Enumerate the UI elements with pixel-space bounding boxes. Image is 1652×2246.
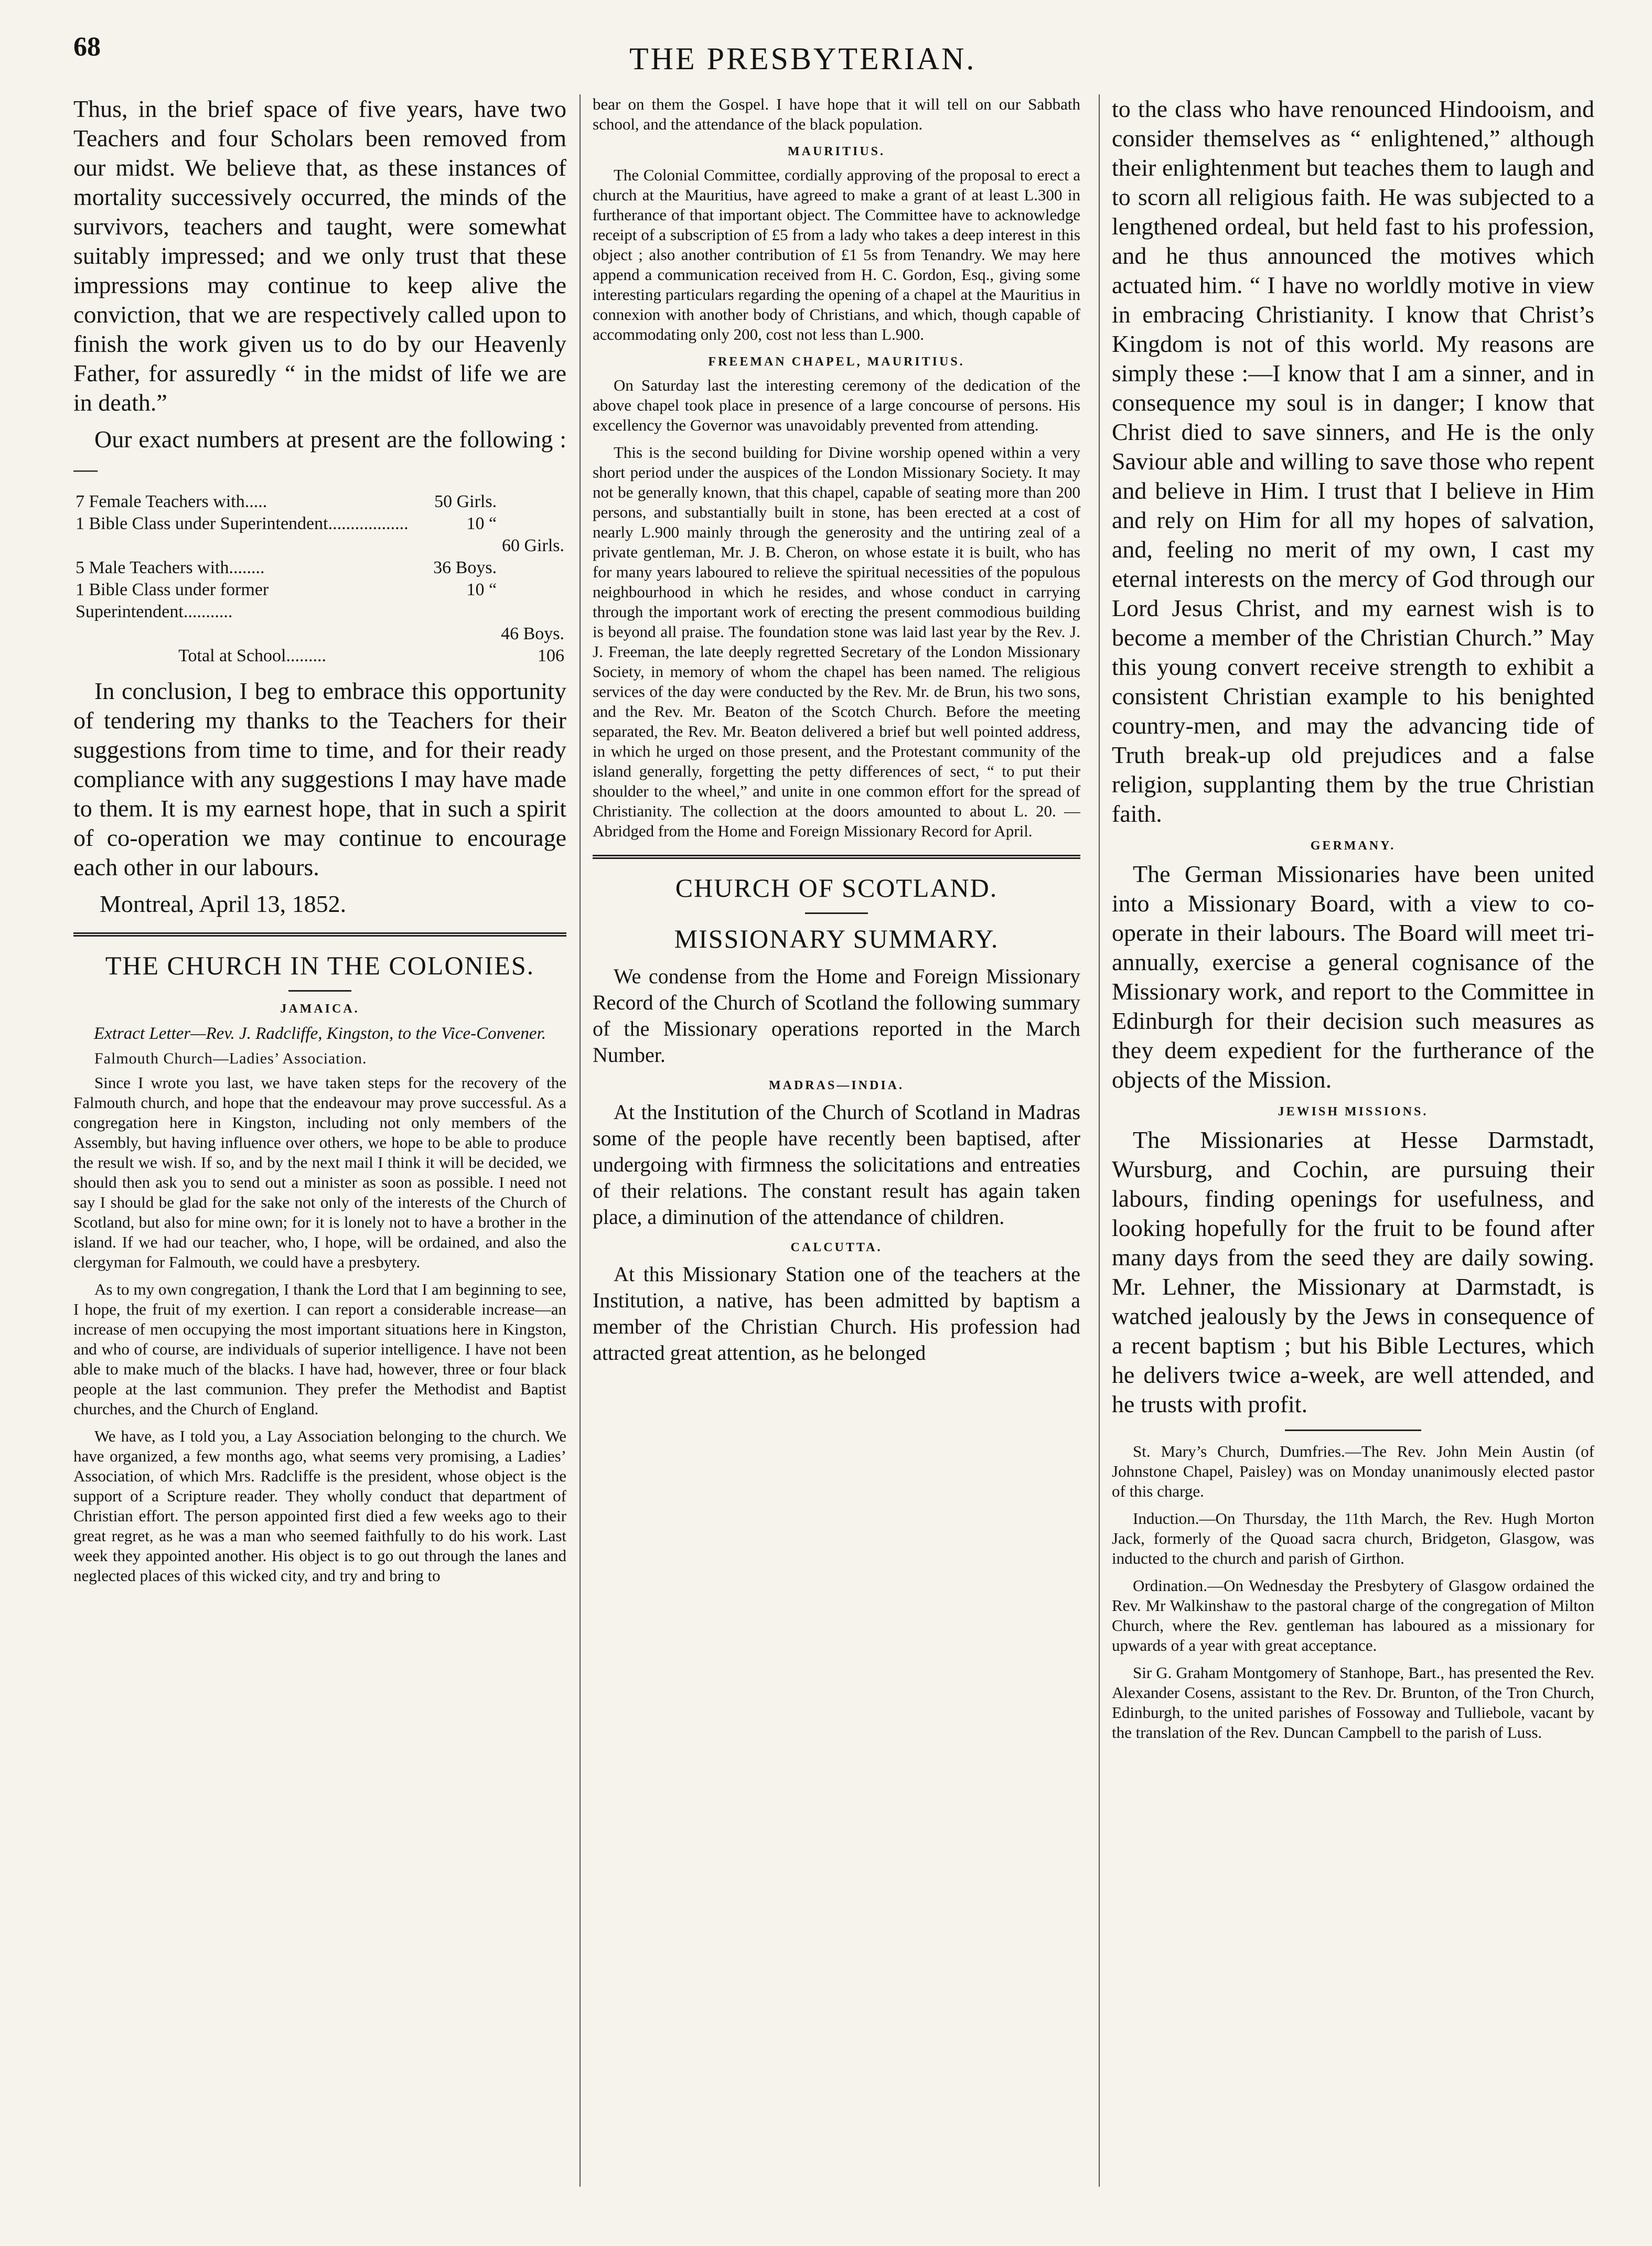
paragraph: The Missionaries at Hesse Darmstadt, Wursburg, and Cochin, are pursuing their labours, finding openings for usefulness, and looking hopefully for the fruit to be found after many days from the seed they are daily sowing. Mr. Lehner, the Missionary at Darmstadt, is watched jealously by the Jews in consequence of a recent baptism ; but his Bible Lectures, which he delivers twice a-week, are well attended, and he trusts with profit.	[1112, 1126, 1594, 1417]
stats-value: 36 Boys.	[433, 558, 497, 577]
section-title: CHURCH OF SCOTLAND.	[675, 873, 998, 902]
section-title: THE CHURCH IN THE COLONIES.	[105, 951, 535, 980]
paragraph: At this Missionary Station one of the teachers at the Institution, a native, has been admitted by baptism a member of the Christian Church. His profession had attracted great attention, as he belonged	[593, 1262, 1080, 1364]
column-right	[1112, 94, 1594, 2192]
section-divider	[73, 932, 566, 937]
subheading: JEWISH MISSIONS.	[1278, 1105, 1429, 1119]
stats-value: 50 Girls.	[434, 492, 497, 511]
subheading: FREEMAN CHAPEL, MAURITIUS.	[708, 355, 965, 369]
paragraph: The Colonial Committee, cordially approving of the proposal to erect a church at the Mauritius, have agreed to make a grant of at least L.300 in furtherance of that important object. The Committee have to acknowledge receipt of a subscription of £5 from a lady who takes a deep interest in this object ; also another contribution of £1 5s from Tenandry. We may here append a communication received from H. C. Gordon, Esq., giving some interesting particulars regarding the opening of a chapel at the Mauritius in connexion with another body of Christians, and which, though capable of accommodating only 200, cost not less than L.900.	[593, 166, 1080, 343]
stats-label: 1 Bible Class under former Superintendent...........	[76, 580, 269, 621]
paragraph: to the class who have renounced Hindooism, and consider themselves as “ enlightened,” although their enlightenment but teaches them to laugh and to scorn all religious faith. He was subjected to a lengthened ordeal, but held fast to his profession, and he thus announced the motives which actuated him. “ I have no worldly motive in view in embracing Christianity. I know that Christ’s Kingdom is not of this world. My reasons are simply these :—I know that I am a sinner, and in consequence my soul is in danger; I know that Christ died to save sinners, and He is the only Saviour able and willing to save those who repent and believe in Him. I trust that I believe in Him and rely on Him for all my hopes of salvation, and, feeling no merit of my own, I cast my eternal interests on the mercy of God through our Lord Jesus Christ, and my earnest wish is to become a member of the Christian Church.” May this young convert receive strength to exhibit a consistent Christian example to his benighted country-men, and may the advancing tide of Truth break-up old prejudices and a false religion, supplanting them by the true Christian faith.	[1112, 95, 1594, 827]
news-item: Sir G. Graham Montgomery of Stanhope, Bart., has presented the Rev. Alexander Cosens, assistant to the Rev. Dr. Brunton, of the Tron Church, Edinburgh, to the united parishes of Fossoway and Tulliebole, vacant by the translation of the Rev. Duncan Campbell to the parish of Luss.	[1112, 1663, 1594, 1742]
stats-subtotal: 60 Girls.	[502, 536, 564, 555]
stats-label: 1 Bible Class under Superintendent..................	[76, 514, 409, 533]
page-number: 68	[73, 32, 101, 62]
column-middle	[593, 94, 1080, 2192]
school-numbers-table	[73, 491, 566, 667]
subheading: JAMAICA.	[280, 1002, 360, 1016]
divider	[805, 912, 868, 914]
paragraph: We have, as I told you, a Lay Association belonging to the church. We have organized, a few months ago, what seems very promising, a Ladies’ Association, of which Mrs. Radcliffe is the president, whose object is the support of a Scripture reader. They wholly conduct that department of Christian effort. The person appointed first died a few weeks ago to their great regret, as he was a man who seemed faithfully to do his work. Last week they appointed another. His object is to go out through the lanes and neglected places of this wicked city, and try and bring to	[73, 1427, 566, 1585]
paragraph: On Saturday last the interesting ceremony of the dedication of the above chapel took place in presence of a large concourse of persons. His excellency the Governor was unavoidably prevented from attending.	[593, 376, 1080, 434]
paragraph: This is the second building for Divine worship opened within a very short period under the auspices of the London Missionary Society. It may not be generally known, that this chapel, capable of seating more than 200 persons, and substantially built in stone, has been erected at a cost of nearly L.900 mainly through the generosity and the untiring zeal of a private gentleman, Mr. J. B. Cheron, on whose estate it is built, who has for many years laboured to relieve the spiritual necessities of the populous neighbourhood in which he resides, and whose conduct in carrying through the important work of erecting the present commodious building is beyond all praise. The foundation stone was laid last year by the Rev. J. J. Freeman, the late deeply regretted Secretary of the London Missionary Society, in memory of whom the chapel has been named. The religious services of the day were conducted by the Rev. Mr. de Brun, his two sons, and the Rev. Mr. Beaton of the Scotch Church. Before the meeting separated, the Rev. Mr. Beaton delivered a brief but well pointed address, in which he urged on those present, and the Protestant community of the island generally, forgetting the petty differences of sect, “ to put their shoulder to the wheel,” and unite in one common effort for the spread of Christianity. The collection at the doors amounted to about L. 20. —Abridged from the Home and Foreign Missionary Record for April.	[593, 443, 1080, 840]
divider	[288, 990, 351, 992]
column-rule	[580, 94, 581, 2187]
stats-label: 5 Male Teachers with........	[76, 558, 265, 577]
stats-value: 10 “	[466, 580, 497, 599]
stats-label: 7 Female Teachers with.....	[76, 492, 267, 511]
column-rule	[1099, 94, 1100, 2187]
stats-subtotal: 46 Boys.	[501, 624, 564, 643]
paragraph: In conclusion, I beg to embrace this opportunity of tendering my thanks to the Teachers for their suggestions from time to time, and for their ready compliance with any suggestions I may have made to them. It is my earnest hope, that in such a spirit of co-operation we may continue to encourage each other in our labours.	[73, 678, 566, 880]
subheading: CALCUTTA.	[790, 1241, 883, 1254]
letter-caption: Extract Letter—Rev. J. Radcliffe, Kingston, to the Vice-Convener.	[93, 1024, 546, 1043]
section-subtitle: MISSIONARY SUMMARY.	[674, 924, 999, 953]
section-divider	[593, 855, 1080, 859]
divider	[1285, 1430, 1421, 1431]
news-item: St. Mary’s Church, Dumfries.—The Rev. John Mein Austin (of Johnstone Chapel, Paisley) was on Monday unanimously elected pastor of this charge.	[1112, 1442, 1594, 1500]
subheading: Falmouth Church—Ladies’ Association.	[94, 1050, 367, 1067]
paragraph: As to my own congregation, I thank the Lord that I am beginning to see, I hope, the fruit of my exertion. I can report a considerable increase—an increase of men occupying the most important situations here in Kingston, and who of course, are individuals of superior intelligence. I have not been able to make much of the blacks. I have had, however, three or four black people at the last communion. They prefer the Methodist and Baptist churches, and the Church of England.	[73, 1280, 566, 1418]
subheading: MAURITIUS.	[787, 145, 885, 158]
paragraph: Our exact numbers at present are the following :—	[73, 426, 566, 482]
news-item: Ordination.—On Wednesday the Presbytery of Glasgow ordained the Rev. Mr Walkinshaw to the pastoral charge of the congregation of Milton Church, where the Rev. gentleman has laboured as a missionary for upwards of a year with great acceptance.	[1112, 1576, 1594, 1654]
paragraph: The German Missionaries have been united into a Missionary Board, with a view to co-operate in their labours. The Board will meet tri-annually, exercise a general cognisance of the Missionary work, and report to the Committee in Edinburgh for their decision such measures as they deem expedient for the furtherance of the objects of the Mission.	[1112, 861, 1594, 1093]
signoff: Montreal, April 13, 1852.	[100, 890, 347, 917]
news-item: Induction.—On Thursday, the 11th March, the Rev. Hugh Morton Jack, formerly of the Quoad sacra church, Bridgeton, Glasgow, was inducted to the church and parish of Girthon.	[1112, 1509, 1594, 1567]
column-left	[73, 94, 566, 2192]
paragraph: At the Institution of the Church of Scotland in Madras some of the people have recently been baptised, after undergoing with firmness the solicitations and entreaties of their relations. The constant result has again taken place, a diminution of the attendance of children.	[593, 1100, 1080, 1229]
subheading: GERMANY.	[1310, 839, 1396, 853]
paragraph: bear on them the Gospel. I have hope that it will tell on our Sabbath school, and the attendance of the black population.	[593, 95, 1080, 133]
subheading: MADRAS—INDIA.	[768, 1079, 904, 1092]
paragraph: We condense from the Home and Foreign Missionary Record of the Church of Scotland the following summary of the Missionary operations reported in the March Number.	[593, 964, 1080, 1067]
paragraph: Thus, in the brief space of five years, have two Teachers and four Scholars been removed from our midst. We believe that, as these instances of mortality successively occurred, the minds of the survivors, teachers and taught, were somewhat suitably impressed; and we only trust that these impressions may continue to keep alive the conviction, that we are respectively called upon to finish the work given us to do by our Heavenly Father, for assuredly “ in the midst of life we are in death.”	[73, 95, 566, 416]
stats-value: 10 “	[466, 514, 497, 533]
paragraph: Since I wrote you last, we have taken steps for the recovery of the Falmouth church, and hope that the endeavour may prove successful. As a congregation here in Kingston, including not only members of the Assembly, but having influence over others, we hope to be able to produce the result we wish. If so, and by the next mail I think it will be decided, we should then ask you to send out a minister as soon as possible. I need not say I should be glad for the sake not only of the interests of the Church of Scotland, but also for mine own; for it is lonely not to have a brother in the island. If we had our teacher, who, I hope, will be ordained, and also the clergyman for Falmouth, we could have a presbytery.	[73, 1073, 566, 1271]
stats-total-value: 106	[538, 646, 564, 665]
running-head: THE PRESBYTERIAN.	[629, 41, 977, 76]
stats-total-label: Total at School.........	[178, 646, 327, 665]
